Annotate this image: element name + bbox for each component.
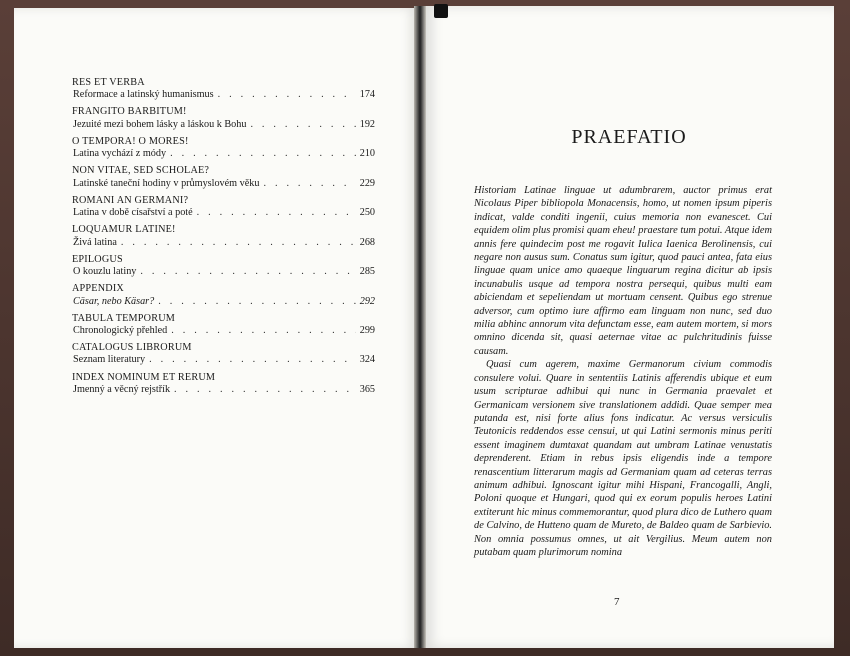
toc-page-number: 268 xyxy=(359,236,375,248)
toc-heading: INDEX NOMINUM ET RERUM xyxy=(72,371,216,383)
toc-line xyxy=(72,178,375,190)
praefatio-text xyxy=(474,184,772,559)
toc-leader-dots xyxy=(174,384,356,396)
toc-page-number: 192 xyxy=(359,118,375,130)
toc-page-number: 210 xyxy=(359,148,375,160)
toc-entry xyxy=(72,165,375,189)
paragraph-1: Historiam Latinae linguae ut adumbrarem, auctor primus erat Nicolaus Piper bibliopola Monacensis, homo, ut nomen ipsum piperis indicat, valde conditi ingenii, cuius memoria non evanescet. Cui equidem olim plus promisi quam eheu! praestare tum potui. Atque idem annis fere quindecim post me rogavit Iulica Iaenica Berolinensis, cui negare non ausus sum. Conatus sum igitur, quod pauci antea, fata eius linguae quam unice amo quaeque linguarum regina dicitur ab ipsis incunabulis usque ad tempora nostra persequi, quibus multi eam abiciendam et sepeliendam ut mortuam censent. Quibus ego strenue adversor, cum optimo iure affirmo eam linguam non nunc, sed duo milia abhinc annorum vita defunctam esse, eam autem mortem, si mors omnino dicenda sit, quasi aeternae vitae ac pulchritudinis fuisse causam. xyxy=(474,185,772,357)
toc-page-number: 229 xyxy=(359,177,375,189)
page-title: PRAEFATIO xyxy=(571,126,687,148)
toc-subtitle: Jezuité mezi bohem lásky a láskou k Bohu xyxy=(73,118,247,130)
toc-heading: TABULA TEMPORUM xyxy=(72,312,176,324)
toc-line xyxy=(72,384,375,396)
page-number: 7 xyxy=(614,596,620,608)
toc-heading: LOQUAMUR LATINE! xyxy=(72,224,176,236)
toc-subtitle: Cäsar, nebo Käsar? xyxy=(73,295,155,307)
table-of-contents xyxy=(72,77,375,401)
toc-line xyxy=(72,237,375,249)
toc-subtitle: O kouzlu latiny xyxy=(73,266,137,278)
toc-line xyxy=(72,296,375,308)
toc-line xyxy=(72,325,375,337)
corner-mark xyxy=(434,4,448,18)
toc-line xyxy=(72,266,375,278)
toc-subtitle: Latinské taneční hodiny v průmyslovém věku xyxy=(73,177,260,189)
toc-entry xyxy=(72,136,375,160)
toc-page-number: 324 xyxy=(359,354,375,366)
toc-leader-dots xyxy=(263,178,355,190)
toc-line xyxy=(72,89,375,101)
toc-heading: ROMANI AN GERMANI? xyxy=(72,194,189,206)
toc-leader-dots xyxy=(121,237,356,249)
toc-leader-dots xyxy=(140,266,355,278)
toc-entry xyxy=(72,195,375,219)
book-gutter xyxy=(414,6,426,648)
toc-line xyxy=(72,148,375,160)
toc-heading: CATALOGUS LIBRORUM xyxy=(72,342,192,354)
toc-leader-dots xyxy=(218,89,356,101)
toc-line xyxy=(72,207,375,219)
toc-entry xyxy=(72,283,375,307)
toc-entry xyxy=(72,372,375,396)
toc-leader-dots xyxy=(171,325,356,337)
toc-heading: RES ET VERBA xyxy=(72,77,145,88)
toc-subtitle: Seznam literatury xyxy=(73,354,146,366)
toc-entry xyxy=(72,77,375,101)
toc-line xyxy=(72,119,375,131)
toc-leader-dots xyxy=(158,296,355,308)
toc-page-number: 174 xyxy=(359,89,375,101)
toc-heading: EPILOGUS xyxy=(72,253,123,265)
toc-leader-dots xyxy=(250,119,355,131)
toc-page-number: 299 xyxy=(359,324,375,336)
toc-entry xyxy=(72,342,375,366)
toc-page-number: 285 xyxy=(359,266,375,278)
toc-page-number: 365 xyxy=(359,383,375,395)
paragraph-2: Quasi cum agerem, maxime Germanorum civium commodis consulere volui. Quare in sententiis Latinis afferendis ubique et eum usum scripturae adhibui qui nunc in Germania praevalet et Germanicam versionem sive translationem addidi. Quae semper mea putanda est, nisi forte alius fons indicatur. Ac versus versiculis Teutonicis reddendos esse censui, ut qui Latini sermonis minus periti essent imaginem dumtaxat quandam aut umbram Latinae venustatis deprenderent. Etiam in rebus ipsis eligendis inde a tempore renascentium litterarum magis ad Germaniam quam ad ceteras terras animum adhibui. Ignoscant igitur mihi Hispani, Francogalli, Angli, Poloni quoque et Hungari, quod qui ex eorum populis heroes Latini extiterunt hic minus commemorantur, quod plura dico de Luthero quam de Calvino, de Hutteno quam de Mureto, de Baldeo quam de Sarbievio. Non omnia possumus omnes, ut ait Vergilius. Meum autem non putabam quam plurimorum nomina xyxy=(474,359,772,558)
toc-entry xyxy=(72,254,375,278)
toc-heading: APPENDIX xyxy=(72,283,124,295)
toc-entry xyxy=(72,313,375,337)
toc-entry xyxy=(72,224,375,248)
toc-page-number: 292 xyxy=(359,295,375,307)
toc-heading: O TEMPORA! O MORES! xyxy=(72,135,189,147)
toc-page-number: 250 xyxy=(359,207,375,219)
toc-entry xyxy=(72,106,375,130)
toc-subtitle: Jmenný a věcný rejstřík xyxy=(73,383,171,395)
toc-subtitle: Reformace a latinský humanismus xyxy=(73,89,214,101)
toc-subtitle: Latina vychází z módy xyxy=(73,148,167,160)
toc-heading: FRANGITO BARBITUM! xyxy=(72,106,187,118)
toc-subtitle: Živá latina xyxy=(73,236,117,248)
toc-leader-dots xyxy=(149,354,356,366)
toc-line xyxy=(72,354,375,366)
toc-subtitle: Latina v době císařství a poté xyxy=(73,207,193,219)
toc-leader-dots xyxy=(170,148,356,160)
toc-subtitle: Chronologický přehled xyxy=(73,324,168,336)
toc-heading: NON VITAE, SED SCHOLAE? xyxy=(72,165,210,177)
toc-leader-dots xyxy=(197,207,356,219)
